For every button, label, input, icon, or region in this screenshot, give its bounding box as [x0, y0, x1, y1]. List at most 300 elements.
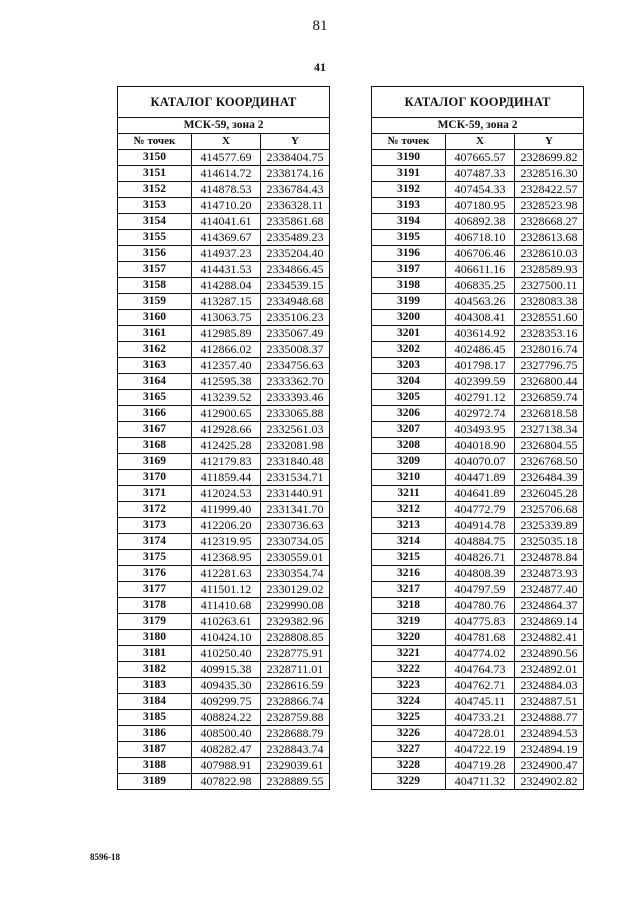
table-row — [372, 726, 584, 742]
point-number-cell: 3177 — [118, 582, 192, 598]
point-number-cell: 3187 — [118, 742, 192, 758]
y-coordinate-cell: 2338404.75 — [261, 150, 330, 166]
x-coordinate-cell: 413063.75 — [192, 310, 261, 326]
x-coordinate-cell: 414041.61 — [192, 214, 261, 230]
y-coordinate-cell: 2328616.59 — [261, 678, 330, 694]
x-coordinate-cell: 406835.25 — [446, 278, 515, 294]
table-row — [372, 534, 584, 550]
point-number-cell: 3154 — [118, 214, 192, 230]
point-number-cell: 3212 — [372, 502, 446, 518]
x-coordinate-cell: 414288.04 — [192, 278, 261, 294]
column-header-y: Y — [261, 134, 330, 150]
y-coordinate-cell: 2334756.63 — [261, 358, 330, 374]
column-header-point: № точек — [372, 134, 446, 150]
table-row — [118, 486, 330, 502]
x-coordinate-cell: 412368.95 — [192, 550, 261, 566]
y-coordinate-cell: 2336784.43 — [261, 182, 330, 198]
y-coordinate-cell: 2326768.50 — [515, 454, 584, 470]
y-coordinate-cell: 2328613.68 — [515, 230, 584, 246]
point-number-cell: 3219 — [372, 614, 446, 630]
x-coordinate-cell: 408824.22 — [192, 710, 261, 726]
y-coordinate-cell: 2330354.74 — [261, 566, 330, 582]
point-number-cell: 3179 — [118, 614, 192, 630]
x-coordinate-cell: 404780.76 — [446, 598, 515, 614]
point-number-cell: 3180 — [118, 630, 192, 646]
x-coordinate-cell: 412866.02 — [192, 342, 261, 358]
y-coordinate-cell: 2326045.28 — [515, 486, 584, 502]
table-row — [372, 614, 584, 630]
x-coordinate-cell: 404711.32 — [446, 774, 515, 790]
point-number-cell: 3164 — [118, 374, 192, 390]
y-coordinate-cell: 2331840.48 — [261, 454, 330, 470]
y-coordinate-cell: 2328353.16 — [515, 326, 584, 342]
y-coordinate-cell: 2328589.93 — [515, 262, 584, 278]
x-coordinate-cell: 404781.68 — [446, 630, 515, 646]
table-row — [372, 390, 584, 406]
x-coordinate-cell: 404728.01 — [446, 726, 515, 742]
x-coordinate-cell: 404733.21 — [446, 710, 515, 726]
point-number-cell: 3157 — [118, 262, 192, 278]
x-coordinate-cell: 414431.53 — [192, 262, 261, 278]
point-number-cell: 3229 — [372, 774, 446, 790]
table-zone: МСК-59, зона 2 — [372, 118, 584, 134]
x-coordinate-cell: 404764.73 — [446, 662, 515, 678]
sub-page-number: 41 — [314, 60, 326, 74]
point-number-cell: 3222 — [372, 662, 446, 678]
y-coordinate-cell: 2332561.03 — [261, 422, 330, 438]
y-coordinate-cell: 2324902.82 — [515, 774, 584, 790]
y-coordinate-cell: 2328083.38 — [515, 294, 584, 310]
point-number-cell: 3167 — [118, 422, 192, 438]
point-number-cell: 3173 — [118, 518, 192, 534]
table-row — [118, 614, 330, 630]
point-number-cell: 3198 — [372, 278, 446, 294]
x-coordinate-cell: 404563.26 — [446, 294, 515, 310]
point-number-cell: 3158 — [118, 278, 192, 294]
y-coordinate-cell: 2328551.60 — [515, 310, 584, 326]
table-row — [372, 294, 584, 310]
y-coordinate-cell: 2329382.96 — [261, 614, 330, 630]
x-coordinate-cell: 407665.57 — [446, 150, 515, 166]
table-row — [118, 726, 330, 742]
table-row — [372, 662, 584, 678]
x-coordinate-cell: 404308.41 — [446, 310, 515, 326]
x-coordinate-cell: 409299.75 — [192, 694, 261, 710]
point-number-cell: 3223 — [372, 678, 446, 694]
table-row — [372, 310, 584, 326]
point-number-cell: 3221 — [372, 646, 446, 662]
x-coordinate-cell: 413239.52 — [192, 390, 261, 406]
point-number-cell: 3184 — [118, 694, 192, 710]
table-row — [118, 550, 330, 566]
y-coordinate-cell: 2328610.03 — [515, 246, 584, 262]
point-number-cell: 3168 — [118, 438, 192, 454]
table-row — [118, 246, 330, 262]
y-coordinate-cell: 2334866.45 — [261, 262, 330, 278]
x-coordinate-cell: 412319.95 — [192, 534, 261, 550]
y-coordinate-cell: 2328808.85 — [261, 630, 330, 646]
y-coordinate-cell: 2334948.68 — [261, 294, 330, 310]
y-coordinate-cell: 2326859.74 — [515, 390, 584, 406]
table-row — [118, 358, 330, 374]
table-row — [372, 262, 584, 278]
x-coordinate-cell: 410424.10 — [192, 630, 261, 646]
table-row — [118, 182, 330, 198]
table-row — [372, 518, 584, 534]
table-row — [118, 758, 330, 774]
point-number-cell: 3196 — [372, 246, 446, 262]
point-number-cell: 3197 — [372, 262, 446, 278]
table-row — [372, 758, 584, 774]
y-coordinate-cell: 2328016.74 — [515, 342, 584, 358]
y-coordinate-cell: 2333393.46 — [261, 390, 330, 406]
x-coordinate-cell: 404774.02 — [446, 646, 515, 662]
point-number-cell: 3166 — [118, 406, 192, 422]
table-body — [118, 150, 330, 790]
y-coordinate-cell: 2324894.19 — [515, 742, 584, 758]
point-number-cell: 3190 — [372, 150, 446, 166]
y-coordinate-cell: 2330559.01 — [261, 550, 330, 566]
x-coordinate-cell: 411501.12 — [192, 582, 261, 598]
table-row — [372, 710, 584, 726]
x-coordinate-cell: 413287.15 — [192, 294, 261, 310]
table-row — [118, 566, 330, 582]
table-row — [372, 646, 584, 662]
table-row — [118, 470, 330, 486]
table-row — [118, 502, 330, 518]
x-coordinate-cell: 408282.47 — [192, 742, 261, 758]
table-row — [372, 246, 584, 262]
table-row — [118, 694, 330, 710]
table-row — [372, 374, 584, 390]
y-coordinate-cell: 2329039.61 — [261, 758, 330, 774]
table-row — [118, 678, 330, 694]
x-coordinate-cell: 404775.83 — [446, 614, 515, 630]
x-coordinate-cell: 411410.68 — [192, 598, 261, 614]
y-coordinate-cell: 2331341.70 — [261, 502, 330, 518]
x-coordinate-cell: 412928.66 — [192, 422, 261, 438]
x-coordinate-cell: 411859.44 — [192, 470, 261, 486]
point-number-cell: 3169 — [118, 454, 192, 470]
table-row — [372, 166, 584, 182]
y-coordinate-cell: 2326484.39 — [515, 470, 584, 486]
table-row — [118, 662, 330, 678]
table-row — [118, 630, 330, 646]
point-number-cell: 3152 — [118, 182, 192, 198]
x-coordinate-cell: 412024.53 — [192, 486, 261, 502]
y-coordinate-cell: 2324884.03 — [515, 678, 584, 694]
table-row — [372, 406, 584, 422]
y-coordinate-cell: 2331534.71 — [261, 470, 330, 486]
x-coordinate-cell: 404826.71 — [446, 550, 515, 566]
x-coordinate-cell: 404719.28 — [446, 758, 515, 774]
table-row — [372, 486, 584, 502]
point-number-cell: 3178 — [118, 598, 192, 614]
table-row — [118, 310, 330, 326]
point-number-cell: 3228 — [372, 758, 446, 774]
x-coordinate-cell: 409435.30 — [192, 678, 261, 694]
point-number-cell: 3216 — [372, 566, 446, 582]
point-number-cell: 3161 — [118, 326, 192, 342]
point-number-cell: 3205 — [372, 390, 446, 406]
y-coordinate-cell: 2324878.84 — [515, 550, 584, 566]
table-row — [118, 262, 330, 278]
table-row — [372, 278, 584, 294]
table-row — [372, 742, 584, 758]
point-number-cell: 3204 — [372, 374, 446, 390]
point-number-cell: 3156 — [118, 246, 192, 262]
table-row — [372, 358, 584, 374]
table-row — [372, 214, 584, 230]
column-header-x: X — [446, 134, 515, 150]
point-number-cell: 3172 — [118, 502, 192, 518]
coordinate-catalog-table-right — [371, 86, 584, 790]
point-number-cell: 3200 — [372, 310, 446, 326]
x-coordinate-cell: 402791.12 — [446, 390, 515, 406]
x-coordinate-cell: 404471.89 — [446, 470, 515, 486]
x-coordinate-cell: 414937.23 — [192, 246, 261, 262]
x-coordinate-cell: 412595.38 — [192, 374, 261, 390]
point-number-cell: 3151 — [118, 166, 192, 182]
y-coordinate-cell: 2335008.37 — [261, 342, 330, 358]
point-number-cell: 3191 — [372, 166, 446, 182]
y-coordinate-cell: 2324894.53 — [515, 726, 584, 742]
table-row — [118, 438, 330, 454]
x-coordinate-cell: 404722.19 — [446, 742, 515, 758]
point-number-cell: 3175 — [118, 550, 192, 566]
x-coordinate-cell: 404745.11 — [446, 694, 515, 710]
x-coordinate-cell: 412281.63 — [192, 566, 261, 582]
point-number-cell: 3201 — [372, 326, 446, 342]
y-coordinate-cell: 2324887.51 — [515, 694, 584, 710]
point-number-cell: 3181 — [118, 646, 192, 662]
y-coordinate-cell: 2325706.68 — [515, 502, 584, 518]
table-row — [118, 294, 330, 310]
point-number-cell: 3203 — [372, 358, 446, 374]
x-coordinate-cell: 411999.40 — [192, 502, 261, 518]
y-coordinate-cell: 2328688.79 — [261, 726, 330, 742]
x-coordinate-cell: 406718.10 — [446, 230, 515, 246]
y-coordinate-cell: 2333065.88 — [261, 406, 330, 422]
y-coordinate-cell: 2328775.91 — [261, 646, 330, 662]
table-title: КАТАЛОГ КООРДИНАТ — [372, 87, 584, 118]
point-number-cell: 3218 — [372, 598, 446, 614]
table-row — [118, 198, 330, 214]
x-coordinate-cell: 407988.91 — [192, 758, 261, 774]
table-row — [372, 470, 584, 486]
y-coordinate-cell: 2334539.15 — [261, 278, 330, 294]
y-coordinate-cell: 2332081.98 — [261, 438, 330, 454]
point-number-cell: 3170 — [118, 470, 192, 486]
y-coordinate-cell: 2328699.82 — [515, 150, 584, 166]
y-coordinate-cell: 2326804.55 — [515, 438, 584, 454]
point-number-cell: 3226 — [372, 726, 446, 742]
y-coordinate-cell: 2328516.30 — [515, 166, 584, 182]
point-number-cell: 3182 — [118, 662, 192, 678]
table-row — [372, 502, 584, 518]
x-coordinate-cell: 412985.89 — [192, 326, 261, 342]
x-coordinate-cell: 407822.98 — [192, 774, 261, 790]
y-coordinate-cell: 2326800.44 — [515, 374, 584, 390]
point-number-cell: 3188 — [118, 758, 192, 774]
y-coordinate-cell: 2328422.57 — [515, 182, 584, 198]
x-coordinate-cell: 410250.40 — [192, 646, 261, 662]
point-number-cell: 3199 — [372, 294, 446, 310]
table-row — [118, 774, 330, 790]
x-coordinate-cell: 402486.45 — [446, 342, 515, 358]
point-number-cell: 3208 — [372, 438, 446, 454]
table-row — [118, 166, 330, 182]
x-coordinate-cell: 403614.92 — [446, 326, 515, 342]
x-coordinate-cell: 404808.39 — [446, 566, 515, 582]
x-coordinate-cell: 414614.72 — [192, 166, 261, 182]
x-coordinate-cell: 404772.79 — [446, 502, 515, 518]
point-number-cell: 3165 — [118, 390, 192, 406]
point-number-cell: 3213 — [372, 518, 446, 534]
table-row — [118, 582, 330, 598]
point-number-cell: 3189 — [118, 774, 192, 790]
table-row — [372, 438, 584, 454]
x-coordinate-cell: 412357.40 — [192, 358, 261, 374]
table-body — [372, 150, 584, 790]
y-coordinate-cell: 2327796.75 — [515, 358, 584, 374]
y-coordinate-cell: 2338174.16 — [261, 166, 330, 182]
y-coordinate-cell: 2325035.18 — [515, 534, 584, 550]
point-number-cell: 3220 — [372, 630, 446, 646]
y-coordinate-cell: 2324864.37 — [515, 598, 584, 614]
x-coordinate-cell: 402972.74 — [446, 406, 515, 422]
point-number-cell: 3150 — [118, 150, 192, 166]
y-coordinate-cell: 2324888.77 — [515, 710, 584, 726]
x-coordinate-cell: 414577.69 — [192, 150, 261, 166]
y-coordinate-cell: 2324873.93 — [515, 566, 584, 582]
table-row — [372, 566, 584, 582]
table-row — [372, 150, 584, 166]
y-coordinate-cell: 2335204.40 — [261, 246, 330, 262]
table-row — [118, 422, 330, 438]
point-number-cell: 3162 — [118, 342, 192, 358]
table-row — [118, 150, 330, 166]
table-row — [372, 694, 584, 710]
point-number-cell: 3171 — [118, 486, 192, 502]
table-row — [118, 390, 330, 406]
x-coordinate-cell: 412179.83 — [192, 454, 261, 470]
point-number-cell: 3224 — [372, 694, 446, 710]
x-coordinate-cell: 404070.07 — [446, 454, 515, 470]
y-coordinate-cell: 2335067.49 — [261, 326, 330, 342]
x-coordinate-cell: 406892.38 — [446, 214, 515, 230]
table-row — [372, 678, 584, 694]
x-coordinate-cell: 406611.16 — [446, 262, 515, 278]
x-coordinate-cell: 409915.38 — [192, 662, 261, 678]
y-coordinate-cell: 2328668.27 — [515, 214, 584, 230]
table-title: КАТАЛОГ КООРДИНАТ — [118, 87, 330, 118]
point-number-cell: 3210 — [372, 470, 446, 486]
x-coordinate-cell: 407487.33 — [446, 166, 515, 182]
page-number: 81 — [312, 18, 328, 34]
table-row — [372, 630, 584, 646]
y-coordinate-cell: 2330736.63 — [261, 518, 330, 534]
y-coordinate-cell: 2329990.08 — [261, 598, 330, 614]
table-row — [118, 326, 330, 342]
table-row — [118, 518, 330, 534]
x-coordinate-cell: 404914.78 — [446, 518, 515, 534]
table-row — [372, 774, 584, 790]
y-coordinate-cell: 2325339.89 — [515, 518, 584, 534]
y-coordinate-cell: 2326818.58 — [515, 406, 584, 422]
table-row — [118, 742, 330, 758]
table-row — [372, 198, 584, 214]
table-row — [118, 342, 330, 358]
point-number-cell: 3176 — [118, 566, 192, 582]
table-row — [118, 230, 330, 246]
x-coordinate-cell: 412206.20 — [192, 518, 261, 534]
point-number-cell: 3214 — [372, 534, 446, 550]
x-coordinate-cell: 408500.40 — [192, 726, 261, 742]
table-row — [118, 598, 330, 614]
y-coordinate-cell: 2335861.68 — [261, 214, 330, 230]
point-number-cell: 3206 — [372, 406, 446, 422]
y-coordinate-cell: 2335106.23 — [261, 310, 330, 326]
y-coordinate-cell: 2331440.91 — [261, 486, 330, 502]
table-row — [118, 534, 330, 550]
coordinate-catalog-table-left — [117, 86, 330, 790]
table-row — [372, 582, 584, 598]
point-number-cell: 3186 — [118, 726, 192, 742]
point-number-cell: 3159 — [118, 294, 192, 310]
point-number-cell: 3215 — [372, 550, 446, 566]
y-coordinate-cell: 2333362.70 — [261, 374, 330, 390]
y-coordinate-cell: 2327500.11 — [515, 278, 584, 294]
table-row — [372, 598, 584, 614]
y-coordinate-cell: 2324877.40 — [515, 582, 584, 598]
x-coordinate-cell: 412900.65 — [192, 406, 261, 422]
table-row — [118, 710, 330, 726]
table-row — [372, 230, 584, 246]
point-number-cell: 3185 — [118, 710, 192, 726]
point-number-cell: 3225 — [372, 710, 446, 726]
table-row — [372, 342, 584, 358]
table-row — [118, 374, 330, 390]
y-coordinate-cell: 2328711.01 — [261, 662, 330, 678]
point-number-cell: 3163 — [118, 358, 192, 374]
x-coordinate-cell: 401798.17 — [446, 358, 515, 374]
point-number-cell: 3217 — [372, 582, 446, 598]
x-coordinate-cell: 403493.95 — [446, 422, 515, 438]
y-coordinate-cell: 2328843.74 — [261, 742, 330, 758]
table-row — [372, 454, 584, 470]
x-coordinate-cell: 404884.75 — [446, 534, 515, 550]
x-coordinate-cell: 404797.59 — [446, 582, 515, 598]
x-coordinate-cell: 414878.53 — [192, 182, 261, 198]
point-number-cell: 3227 — [372, 742, 446, 758]
footer-code: 8596-18 — [90, 852, 120, 862]
point-number-cell: 3174 — [118, 534, 192, 550]
column-header-point: № точек — [118, 134, 192, 150]
point-number-cell: 3153 — [118, 198, 192, 214]
x-coordinate-cell: 404641.89 — [446, 486, 515, 502]
y-coordinate-cell: 2327138.34 — [515, 422, 584, 438]
column-header-x: X — [192, 134, 261, 150]
table-row — [118, 406, 330, 422]
x-coordinate-cell: 412425.28 — [192, 438, 261, 454]
y-coordinate-cell: 2328866.74 — [261, 694, 330, 710]
x-coordinate-cell: 407454.33 — [446, 182, 515, 198]
table-row — [118, 454, 330, 470]
point-number-cell: 3207 — [372, 422, 446, 438]
y-coordinate-cell: 2324869.14 — [515, 614, 584, 630]
y-coordinate-cell: 2324892.01 — [515, 662, 584, 678]
